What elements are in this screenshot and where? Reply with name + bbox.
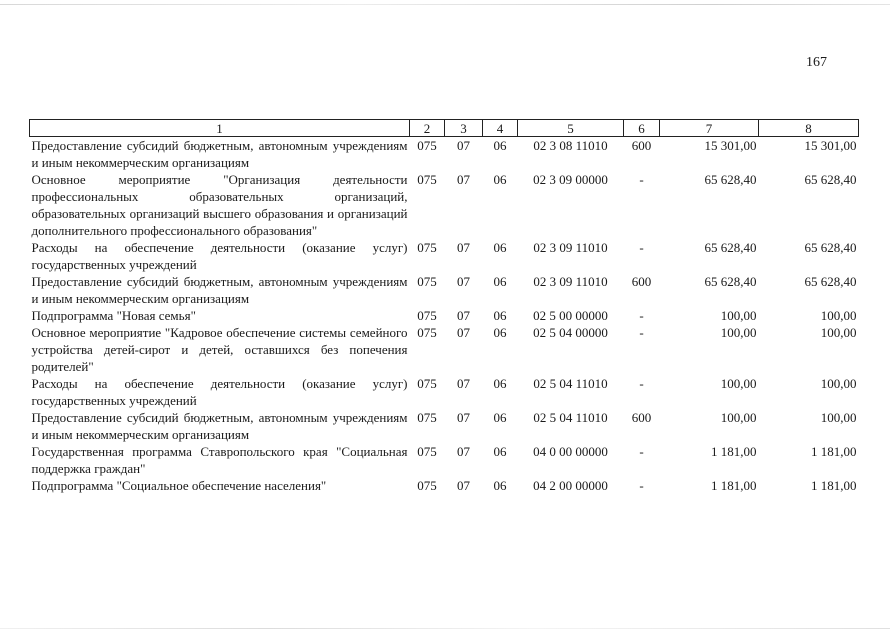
- ministry-code: 075: [417, 444, 437, 459]
- amount-col7: 1 181,00: [711, 478, 757, 493]
- amount-col8: 1 181,00: [811, 478, 857, 493]
- budget-table: [29, 119, 859, 494]
- column-header: 4: [483, 120, 518, 137]
- table-body: [30, 137, 859, 495]
- amount-col8: 65 628,40: [804, 172, 857, 187]
- amount-col8: 65 628,40: [804, 274, 857, 289]
- item-name: Предоставление субсидий бюджетным, автономным учреждениям и иным некоммерческим организациям: [31, 410, 408, 442]
- target-article-code: 02 3 08 11010: [533, 138, 608, 153]
- scan-edge-top: [0, 4, 890, 5]
- item-name: Предоставление субсидий бюджетным, автономным учреждениям и иным некоммерческим организациям: [31, 138, 408, 170]
- scan-edge-bottom: [0, 628, 890, 629]
- expense-type-code: -: [639, 240, 644, 255]
- subsection-code: 06: [493, 410, 507, 425]
- subsection-code: 06: [493, 444, 507, 459]
- target-article-code: 02 5 00 00000: [533, 308, 608, 323]
- item-name: Основное мероприятие "Кадровое обеспечение системы семейного устройства детей-сирот и детей, оставшихся без попечения родителей": [31, 325, 408, 374]
- column-header: 2: [410, 120, 445, 137]
- column-header: 7: [660, 120, 759, 137]
- expense-type-code: -: [639, 172, 644, 187]
- amount-col8: 100,00: [820, 376, 857, 391]
- expense-type-code: -: [639, 444, 644, 459]
- ministry-code: 075: [417, 308, 437, 323]
- section-code: 07: [457, 274, 470, 289]
- target-article-code: 04 2 00 00000: [533, 478, 608, 493]
- target-article-code: 04 0 00 00000: [533, 444, 608, 459]
- target-article-code: 02 3 09 00000: [533, 172, 608, 187]
- section-code: 07: [457, 240, 470, 255]
- ministry-code: 075: [417, 172, 437, 187]
- amount-col7: 65 628,40: [704, 240, 757, 255]
- table-row: [30, 273, 859, 307]
- expense-type-code: 600: [631, 410, 652, 425]
- column-header: 6: [624, 120, 660, 137]
- item-name: Подпрограмма "Социальное обеспечение населения": [31, 478, 327, 493]
- section-code: 07: [457, 410, 470, 425]
- ministry-code: 075: [417, 410, 437, 425]
- table-row: [30, 171, 859, 239]
- table-row: [30, 137, 859, 172]
- item-name: Расходы на обеспечение деятельности (оказание услуг) государственных учреждений: [31, 240, 408, 272]
- table-row: [30, 239, 859, 273]
- item-name: Расходы на обеспечение деятельности (оказание услуг) государственных учреждений: [31, 376, 408, 408]
- table-row: [30, 477, 859, 494]
- amount-col7: 100,00: [720, 410, 757, 425]
- target-article-code: 02 5 04 00000: [533, 325, 608, 340]
- table-row: [30, 443, 859, 477]
- amount-col7: 65 628,40: [704, 172, 757, 187]
- section-code: 07: [457, 376, 470, 391]
- section-code: 07: [457, 308, 470, 323]
- column-header: 8: [759, 120, 859, 137]
- subsection-code: 06: [493, 376, 507, 391]
- section-code: 07: [457, 478, 470, 493]
- amount-col8: 100,00: [820, 308, 857, 323]
- subsection-code: 06: [493, 240, 507, 255]
- ministry-code: 075: [417, 478, 437, 493]
- column-header: 1: [30, 120, 410, 137]
- item-name: Основное мероприятие "Организация деятельности профессиональных образовательных организаций, образовательных организаций высшего образования и организаций дополнительного профессионального образования": [31, 172, 408, 238]
- expense-type-code: -: [639, 478, 644, 493]
- expense-type-code: -: [639, 308, 644, 323]
- expense-type-code: -: [639, 325, 644, 340]
- target-article-code: 02 3 09 11010: [533, 240, 608, 255]
- target-article-code: 02 5 04 11010: [533, 410, 608, 425]
- section-code: 07: [457, 325, 470, 340]
- ministry-code: 075: [417, 376, 437, 391]
- ministry-code: 075: [417, 325, 437, 340]
- section-code: 07: [457, 138, 470, 153]
- amount-col7: 65 628,40: [704, 274, 757, 289]
- amount-col8: 15 301,00: [804, 138, 857, 153]
- subsection-code: 06: [493, 478, 507, 493]
- table-row: [30, 324, 859, 375]
- item-name: Предоставление субсидий бюджетным, автономным учреждениям и иным некоммерческим организациям: [31, 274, 408, 306]
- ministry-code: 075: [417, 240, 437, 255]
- column-header: 3: [445, 120, 483, 137]
- target-article-code: 02 3 09 11010: [533, 274, 608, 289]
- target-article-code: 02 5 04 11010: [533, 376, 608, 391]
- amount-col7: 100,00: [720, 308, 757, 323]
- subsection-code: 06: [493, 138, 507, 153]
- amount-col8: 100,00: [820, 325, 857, 340]
- section-code: 07: [457, 444, 470, 459]
- amount-col7: 15 301,00: [704, 138, 757, 153]
- table-row: [30, 375, 859, 409]
- amount-col7: 100,00: [720, 376, 757, 391]
- item-name: Подпрограмма "Новая семья": [31, 308, 196, 323]
- table-row: [30, 409, 859, 443]
- expense-type-code: -: [639, 376, 644, 391]
- subsection-code: 06: [493, 325, 507, 340]
- ministry-code: 075: [417, 274, 437, 289]
- subsection-code: 06: [493, 308, 507, 323]
- amount-col7: 1 181,00: [711, 444, 757, 459]
- table-row: [30, 307, 859, 324]
- amount-col8: 65 628,40: [804, 240, 857, 255]
- section-code: 07: [457, 172, 470, 187]
- item-name: Государственная программа Ставропольского края "Социальная поддержка граждан": [31, 444, 408, 476]
- expense-type-code: 600: [631, 274, 652, 289]
- ministry-code: 075: [417, 138, 437, 153]
- subsection-code: 06: [493, 274, 507, 289]
- expense-type-code: 600: [631, 138, 652, 153]
- subsection-code: 06: [493, 172, 507, 187]
- amount-col8: 1 181,00: [811, 444, 857, 459]
- table-header-row: [30, 120, 859, 137]
- amount-col8: 100,00: [820, 410, 857, 425]
- amount-col7: 100,00: [720, 325, 757, 340]
- page-number: 167: [806, 55, 827, 70]
- column-header: 5: [518, 120, 624, 137]
